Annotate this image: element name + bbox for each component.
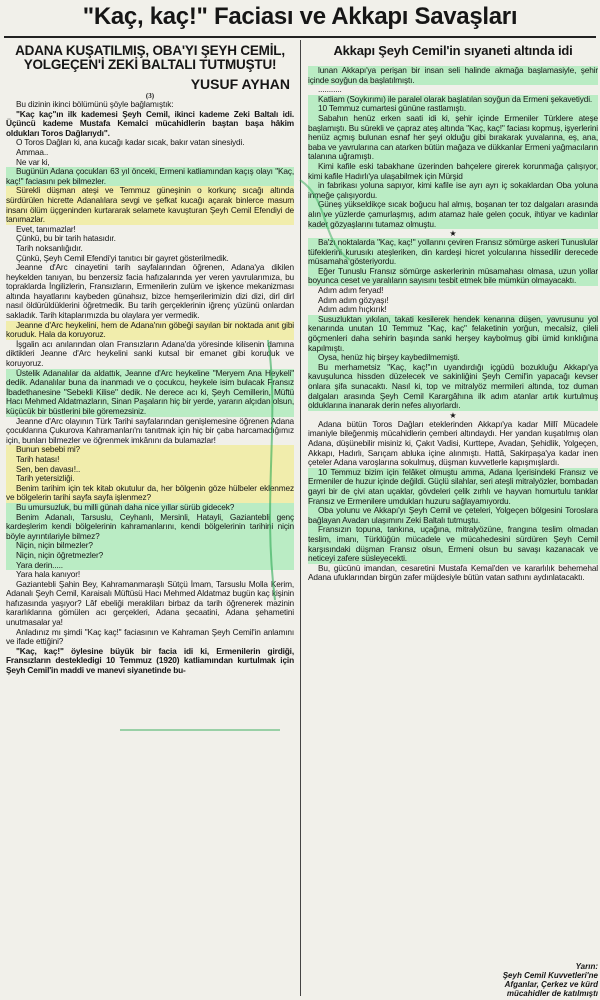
paragraph: Jeanne d'Arc cinayetini tarih sayfalarından öğrenen, Adana'ya dikilen heykelden tanıyan, bu benzersiz facia hafızalarında yer veren yavrularımıza, bu topraklarda İngilizlerin, Fransızların, Ermenilerin zulüm ve işkence mekanizması altında hayatlarını kaybeden günahsız, bizce hemşerilerimizin dizi dizi, dirl dirl nasıl öldürüldüklerini öğretmedik. Bu tarih gerçeklerinin iğrenç yüzünü onlardan sakladık. Tarih kitaplarımızda bu olaylara yer vermedik. xyxy=(6,262,294,321)
highlighted-paragraph: Kimi kafile eski tabakhane üzerinden bahçelere girerek korunmağa çalışıyor, kimi kafile Hadırlı'ya ulaşabilmek için Mürşid xyxy=(308,160,598,181)
highlighted-paragraph: Benim Adanalı, Tarsuslu, Ceyhanlı, Mersinli, Hatayli, Gaziantebli genç kardeşlerim kendi bölgelerinin kahramanlarını, kendi bölgelerinin tarihini niçin böyle ayrıntılariyle bilmez? xyxy=(6,511,294,541)
paragraph: Anladınız mı şimdi "Kaç kaç!" faciasının ve Kahraman Şeyh Cemil'in anlamını ve ifade ettiğini? xyxy=(6,626,294,647)
highlighted-paragraph: Bu umursuzluk, bu milli günah daha nice yıllar sürüb gidecek? xyxy=(6,503,294,513)
paragraph: Adana bütün Toros Dağları eteklerinden Akkapı'ya kadar Millî Mücadele imaniyle bileğenmiş mücahidlerin çemberi altındaydı. Her yandan kuşatılmış olan Adana, düşünebilir misiniz ki, Çakıt Vadisi, Kurttepe, Avadan, Şehidlik, Yolgeçen, Akkapı, Hadırlı, Sarıçam ablukа içine alınmıştı. Hattâ, Sakirpaşa'ya kadar inen çeteler Adana varoşlarına sokulmuş, düşman kuvvetlerle kapışmışlardı. xyxy=(308,418,598,468)
paragraph: Bu, gücünü imandan, cesaretini Mustafa Kemal'den ve kararlılık behemehal Adana ufuklarından birgün zafer müjdesiyle bütün vatan sathını aydınlatacaktı. xyxy=(308,562,598,583)
highlighted-paragraph: Oysa, henüz hiç birşey kaybedilmemişti. xyxy=(308,353,598,363)
highlighted-paragraph: Sürekli düşman ateşi ve Temmuz güneşinin o korkunç sıcağı altında sürdürülen hicrette Adanalılara sevgi ve şefkat kucağı açarak binlerce masum insanı ölüm üçgeninden kurtararak selamete kavuşturan Şeyh Cemil Efendiyi de tanımazlar. xyxy=(6,185,294,225)
paragraph: Çünkü, Şeyh Cemil Efendi'yi tanıtıcı bir gayret gösterilmedik. xyxy=(16,252,229,263)
paragraph: Adım adım gözyaşı! xyxy=(318,294,389,305)
masthead-rule xyxy=(4,36,596,38)
byline: YUSUF AYHAN xyxy=(190,76,290,92)
left-article-body xyxy=(6,100,294,676)
highlighted-paragraph: Üstelik Adanalılar da aldattık, Jeanne d'Arc heykeline "Meryem Ana Heykeli" dedik. Adanalılar buna da inanmadı ve o çocukcu, heykele isim bulacak Fransız İbadethanesine "Sebekli Kilise" dedik. Ne derece acı ki, Şeyh Cemillerin, Müftü Hacı Mehmed Aldatmazların, Sinan Paşaların hiç bir yerde, yararın alçıdan olsun, küçücük bir büstlerini bile göremezsiniz. xyxy=(6,367,294,416)
paragraph: İşgalin acı anılarından olan Fransızların Adana'da yöresinde kilisenin damına diktikleri Jeanne d'Arc heykelini sanki kutsal bir emanet gibi koruduk ve koruyoruz. xyxy=(6,338,294,369)
highlighted-paragraph: Fransızın topuna, tankına, uçağına, mitralyözüne, frangına teslim olmadan teslim, imanı, Türklüğün mücadele ve mücahedesini sürdüren Şeyh Cemil karşısındaki düşman Fransız olsun, Ermeni olsun bu savaşı kazanacak ve neticeyi zafere süsleyecekti. xyxy=(308,524,598,564)
highlighted-paragraph: 10 Temmuz cumartesi gününe rastlamıştı. xyxy=(308,104,598,114)
paragraph: Bu dizinin ikinci bölümünü şöyle bağlamıştık: xyxy=(16,99,174,109)
paragraph: Ammaa.. xyxy=(16,146,49,157)
highlighted-paragraph: 10 Temmuz bizim için felâket olmuştu amma, Adana İçerisindeki Fransız ve Ermeniler de huzur içinde değildi. Güçlü silahlar, seri ateşli mitralyözler, bombadan gayri bir de çivi atan uçaklar, gövdeleri çelik zırhlı ve hayvan homurtulu tanklar Fransız ve Ermenilere umdukları huzuru sağlayamıyordu. xyxy=(308,466,598,506)
next-episode-title: Şeyh Cemil Kuvvetleri'ne Afganlar, Çerkez ve kürd mücahidler de katılmıştı xyxy=(502,971,598,998)
highlighted-paragraph: Bugünün Adana çocukları 63 yıl önceki, Ermeni katliamından kaçış olayı "Kaç, kaç!" faciasını pek bilmezler. xyxy=(6,166,294,186)
highlighted-paragraph: Sabahın henüz erken saati idi ki, şehir içinde Ermeniler Türklere ateşe başlamıştı. Bu sürekli ve çapraz ateş altında "Kaç, kaç!" faciası kopmuş, işyerlerini henüz açmış bulunan esnaf her şeyi olduğu gibi bırakarak yuvalarına, eş, ana, baba ve yavrularına can atarken bütün mağaza ve dükkanlar Ermeni yağmacıların talanına uğramıştı. xyxy=(308,112,598,162)
highlighted-paragraph: Niçin, niçin öğretmezler? xyxy=(6,551,294,561)
highlighted-paragraph: Güneş yükseldikçe sıcak boğucu hal almış, boşanan ter toz dalgaları arasında alın ve yüzlerde çamurlaşmış, adım atamaz hale gelen çocuk, ihtiyar ve kadınlar kader gözyaşlarını tutamaz olmuştu. xyxy=(308,199,598,229)
highlighted-paragraph: lunan Akkapı'ya perişan bir insan seli halinde akmağa başlamasiyle, şehir içinde soyğun da başlatılmıştı. xyxy=(308,65,598,85)
highlighted-paragraph: Niçin, niçin bilmezler? xyxy=(6,541,294,551)
paragraph: O Toros Dağları ki, ana kucağı kadar sıcak, bakır vatan sinesiydi. xyxy=(16,137,245,148)
highlighted-paragraph: Bu merhametsiz "Kaç, kaç!"ın uyandırdığı içgüdü bozukluğu Akkapı'ya kavuşulunca hissden düzelecek ve sakinliğini Şeyh Cemil'in yapacağı kevser onlara şifa sunacaktı. Nasıl ki, top ve mitralyöz mermileri altında, toz duman dalgaları arasında Şeyh Cemil Karargâhına ilk adım atanlar artık kurtulmuş olduklarına inanarak derin nefes alıyorlardı. xyxy=(308,361,598,411)
highlighted-paragraph: in fabrikası yoluna sapıyor, kimi kafile ise ayrı ayrı iç sokaklardan Oba yoluna inmeğe çalışıyordu. xyxy=(308,180,598,200)
paragraph: Evet, tanımazlar! xyxy=(16,223,76,234)
next-episode-teaser xyxy=(468,962,598,998)
paragraph: Gaziantebli Şahin Bey, Kahramanmaraşlı Sütçü İmam, Tarsuslu Molla Kerim, Adanalı Şeyh Cemil, Karaisalı Müftüsü Hacı Mehmed Aldatmaz bugün kaç kişinin hafızasında yaşıyor? Lâf ebeliği merakliları birbaz da tarih öğrenerek mazinin kararlıklarına gömülen acı gerçekleri, Adana şecaatini, Adana şehametini unutmasalar ya! xyxy=(6,578,294,628)
part-number: (3) xyxy=(145,92,155,100)
highlighted-paragraph: Eğer Tunuslu Fransız sömürge askerlerinin müsamahası olmasa, uzun yollar boyunca ceset ve yaralıların sayısını tesbit etmek bile mümkün olmayacaktı. xyxy=(308,265,598,286)
highlighted-paragraph: Tarih yetersizliği. xyxy=(6,474,294,484)
paragraph: ........... xyxy=(318,84,342,95)
section-star: ★ xyxy=(449,229,457,239)
right-headline: Akkapı Şeyh Cemil'in sıyaneti altında idi xyxy=(333,43,573,58)
column-separator xyxy=(300,40,301,996)
paragraph: Adım adım hıçkırık! xyxy=(318,304,387,315)
highlighted-paragraph: Benim tarihim için tek kitab okutulur da, her bölgenin göze hülbeler eklenmez ve bölgelerin tarihi sayfa sayfa işlenmez? xyxy=(6,482,294,503)
continued-label: Yarın: xyxy=(575,962,598,971)
paragraph: Adım adım feryad! xyxy=(318,285,384,296)
paragraph: "Kaç kaç"ın ilk kademesi Şeyh Cemil, ikinci kademe Zeki Baltalı idi. Üçüncü kademe Mustafa Kemalci mücahidlerin baştan başa hâkim oldukları Toros Dağlarıydı". xyxy=(6,108,294,138)
masthead-title: "Kaç, kaç!" Faciası ve Akkapı Savaşları xyxy=(82,3,518,30)
highlighted-paragraph: Bunun sebebi mi? xyxy=(6,445,294,455)
highlighted-paragraph: Oba yolunu ve Akkapı'yı Şeyh Cemil ve çeteleri, Yolgeçen bölgesini Toroslara bağlayan Avadan ulaşımını Zeki Baltalı tutmuştu. xyxy=(308,505,598,525)
left-headline: ADANA KUŞATILMIŞ, OBA'YI ŞEYH CEMİL, YOLGEÇEN'İ ZEKİ BALTALI TUTMUŞTU! xyxy=(15,43,285,72)
right-article-body xyxy=(308,66,598,583)
paragraph: Çünkü, bu bir tarih hatasıdır. xyxy=(16,233,116,244)
paragraph: Yara hala kanıyor! xyxy=(16,569,81,580)
paragraph: Tarih noksanlığıdır. xyxy=(16,242,83,253)
section-star: ★ xyxy=(449,410,457,420)
highlighted-paragraph: Yara derin..... xyxy=(6,561,294,571)
highlighted-paragraph: Jeanne d'Arc heykelini, hem de Adana'nın göbeği sayılan bir noktada anıt gibi koruduk. Hala da koruyoruz. xyxy=(6,319,294,340)
highlighted-paragraph: Katliam (Soykırımı) ile paralel olarak başlatılan soyğun da Ermeni şekavetiydi. xyxy=(308,95,598,105)
paragraph: Ne var ki, xyxy=(16,156,50,167)
paragraph: "Kaç, kaç!" öylesine büyük bir facia idi ki, Ermenilerin girdiği, Fransızların destekledigi 10 Temmuz (1920) katliamından kurtulmak için Şeyh Cemil'in maddi ve manevi siyanetinde bu- xyxy=(6,645,294,676)
highlighted-paragraph: Tarih hatası! xyxy=(6,455,294,465)
highlighted-paragraph: Ba'zı noktalarda "Kaç, kaç!" yollarını çeviren Fransız sömürge askeri Tunuslular tüfeklerini kurusıkı ateşleriken, din kardeşi hicret yolcularına hissedilir derecede müsamaha gösteriyordu. xyxy=(308,237,598,267)
highlighted-paragraph: Susuzluktan yıkılan, takati kesilerek hendek kenarına düşen, yavrusunu yol kenarında unutan 10 Temmuz "Kaç, kaç" felaketinin yorğun, mecalsiz, çileli göçmenleri daha sehirin başında sanki herşey kaybolmuş gibi ümid kırıklığına kapılmıştı. xyxy=(308,313,598,353)
right-column xyxy=(308,42,598,994)
highlighted-paragraph: Sen, ben davası!.. xyxy=(6,465,294,475)
left-column xyxy=(6,42,294,994)
paragraph: Jeanne d'Arc olayının Türk Tarihi sayfalarından genişlemesine öğrenen Adana çocuklarına Çukurova Kahramanları'nı tanıtmak için hiç bir çaba harcamadığımız için, bunları bilmezler ve öğrenmek imkânını da bulamazlar! xyxy=(6,415,294,445)
